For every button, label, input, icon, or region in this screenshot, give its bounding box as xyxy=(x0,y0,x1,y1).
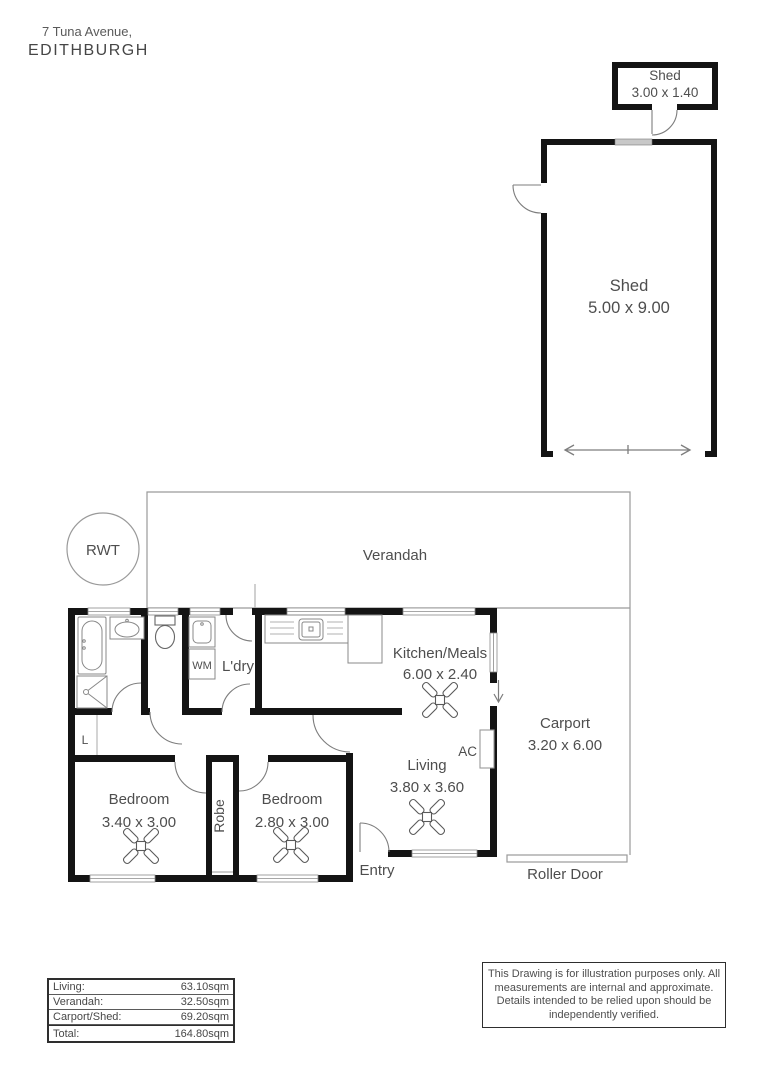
area-row-value: 69.20sqm xyxy=(180,1011,229,1023)
kitchen-carport-arrow xyxy=(494,680,503,702)
laundry-verandah-door xyxy=(226,615,252,641)
label-robe: Robe xyxy=(211,799,227,833)
entry-door xyxy=(360,823,389,852)
area-row-label: Carport/Shed: xyxy=(53,1011,122,1023)
label-entry: Entry xyxy=(359,862,395,879)
area-row-total xyxy=(49,1025,233,1041)
label-washing-machine: WM xyxy=(192,660,212,672)
area-row-label: Verandah: xyxy=(53,996,104,1008)
large-shed-walls xyxy=(541,139,717,457)
label-large-shed-dims: 5.00 x 9.00 xyxy=(588,299,670,317)
label-bedroom1-name: Bedroom xyxy=(108,791,170,808)
toilet xyxy=(155,616,175,649)
bathroom-fixtures xyxy=(77,617,144,708)
label-bedroom1-dims: 3.40 x 3.00 xyxy=(101,814,177,831)
shed-opening-arrow xyxy=(565,445,690,455)
roller-door-panel xyxy=(507,855,627,862)
disclaimer-text: This Drawing is for illustration purposes only. All measurements are internal and approximate. Details intended to be relied upon should be independently verified. xyxy=(487,968,721,1021)
label-carport-dims: 3.20 x 6.00 xyxy=(527,737,603,754)
ac-unit xyxy=(480,730,494,768)
fan-bedroom1 xyxy=(122,827,159,864)
area-row-label: Living: xyxy=(53,981,85,993)
address-suburb: EDITHBURGH xyxy=(28,42,149,59)
label-verandah: Verandah xyxy=(362,547,428,564)
area-row-label: Total: xyxy=(53,1027,80,1040)
area-row-carport-shed xyxy=(49,1010,233,1025)
label-living-name: Living xyxy=(407,757,447,774)
label-large-shed-name: Shed xyxy=(609,277,649,295)
area-row-living xyxy=(49,980,233,995)
area-row-verandah xyxy=(49,995,233,1010)
area-table xyxy=(47,978,235,1043)
fan-bedroom2 xyxy=(272,826,309,863)
shed-window xyxy=(615,139,652,145)
address-street: 7 Tuna Avenue, xyxy=(42,24,133,39)
label-rwt: RWT xyxy=(86,542,120,559)
living-door xyxy=(313,715,350,752)
label-bedroom2-dims: 2.80 x 3.00 xyxy=(254,814,330,831)
kitchen-bench xyxy=(265,615,382,663)
disclaimer-box xyxy=(482,962,726,1028)
label-kitchen-dims: 6.00 x 2.40 xyxy=(402,666,478,683)
wc-door xyxy=(150,712,182,744)
label-small-shed-dims: 3.00 x 1.40 xyxy=(631,85,699,100)
shed-doors xyxy=(513,110,677,213)
area-row-value: 32.50sqm xyxy=(180,996,229,1008)
label-kitchen-name: Kitchen/Meals xyxy=(392,645,488,662)
label-roller-door: Roller Door xyxy=(527,866,603,883)
label-laundry: L'dry xyxy=(221,658,255,675)
label-carport-name: Carport xyxy=(539,715,591,732)
label-bedroom2-name: Bedroom xyxy=(261,791,323,808)
area-row-value: 164.80sqm xyxy=(174,1027,229,1040)
fan-kitchen xyxy=(421,681,458,718)
laundry-hall-door xyxy=(222,684,250,712)
fan-living xyxy=(408,798,445,835)
label-ac: AC xyxy=(458,744,477,759)
label-linen: L xyxy=(81,733,89,747)
bedroom1-door xyxy=(175,762,206,793)
area-row-value: 63.10sqm xyxy=(180,981,229,993)
shower xyxy=(77,676,107,708)
label-small-shed-name: Shed xyxy=(649,68,681,83)
bedroom2-door xyxy=(239,762,268,791)
bathroom-door xyxy=(112,683,141,712)
label-living-dims: 3.80 x 3.60 xyxy=(389,779,465,796)
